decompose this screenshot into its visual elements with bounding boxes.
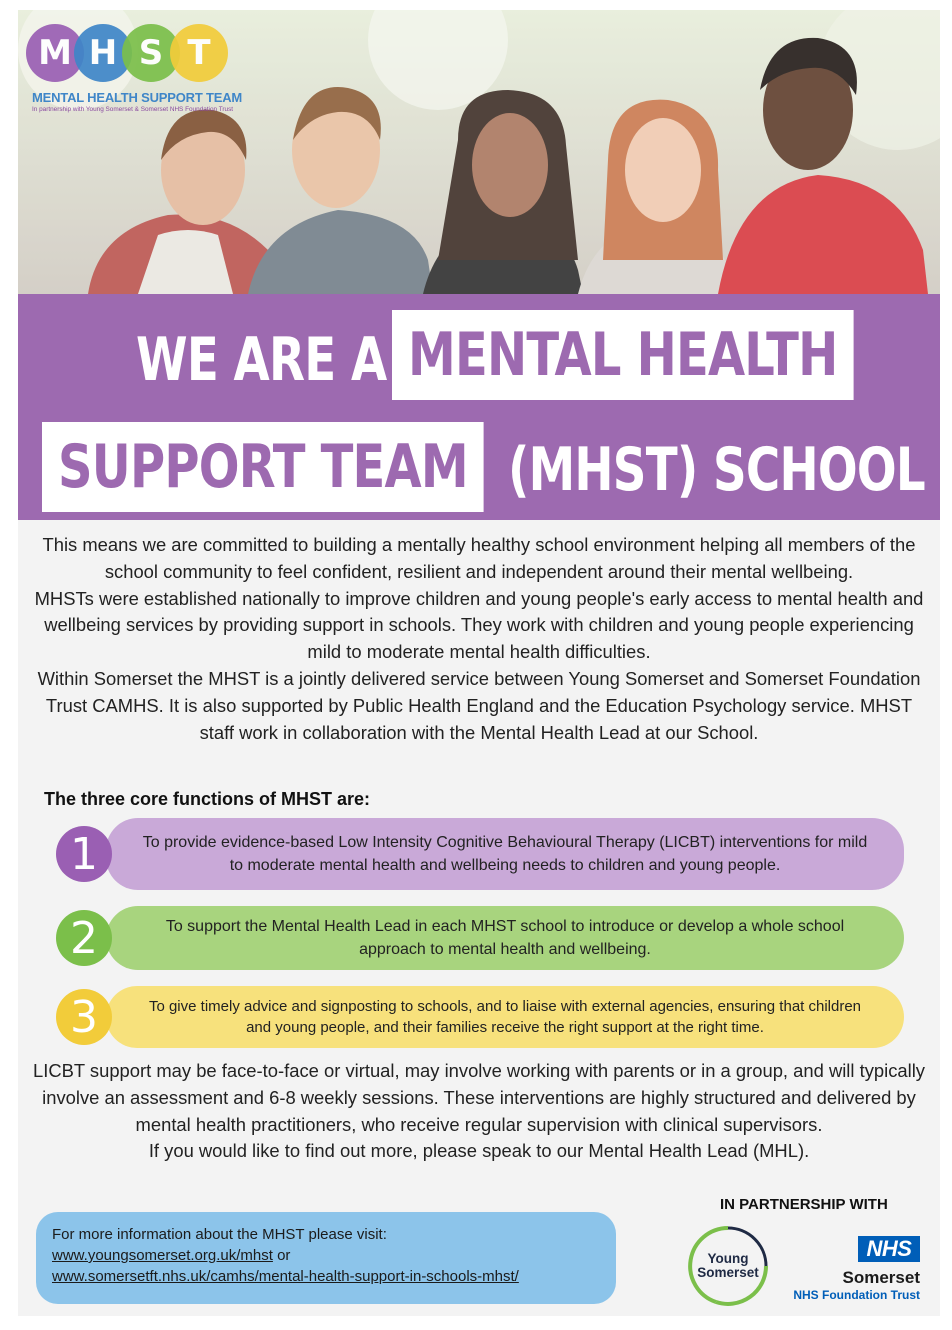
logo-title: MENTAL HEALTH SUPPORT TEAM [32, 90, 243, 105]
young-somerset-wordmark [686, 1252, 770, 1280]
headline-banner [18, 294, 940, 520]
functions-heading: The three core functions of MHST are: [44, 789, 371, 809]
logo-letter-h: H [74, 24, 132, 82]
function-pill-2 [106, 906, 904, 970]
headline-we-are-a: WE ARE A [136, 325, 387, 395]
headline-mental-health: MENTAL HEALTH [392, 310, 853, 400]
young-somerset-line-2: Somerset [697, 1265, 759, 1280]
young-somerset-link[interactable]: www.youngsomerset.org.uk/mhst [52, 1247, 273, 1264]
logo-letter-s: S [122, 24, 180, 82]
logo-letter-m: M [26, 24, 84, 82]
function-number-2: 2 [56, 910, 112, 966]
intro-paragraph-1: This means we are committed to building a mentally healthy school environment helping all members of the school community to feel confident, resilient and independent around their mental wellbeing. [42, 534, 916, 582]
headline-support-team: SUPPORT TEAM [42, 422, 484, 512]
intro-paragraph-2: MHSTs were established nationally to improve children and young people's early access to mental health and wellbeing services by providing support in schools. They work with children and young people experiencing mild to moderate mental health difficulties. [34, 587, 924, 663]
nhs-trust-subtitle: NHS Foundation Trust [793, 1288, 920, 1302]
function-pill-3 [106, 986, 904, 1048]
more-info-link-row-1 [52, 1245, 616, 1266]
logo-circles [26, 24, 236, 84]
young-somerset-line-1: Young [707, 1251, 749, 1266]
function-item-3 [56, 986, 904, 1048]
function-number-3: 3 [56, 989, 112, 1045]
more-info-box [36, 1212, 616, 1304]
more-info-intro: For more information about the MHST please visit: [52, 1226, 387, 1243]
nhs-trust-name: Somerset [842, 1268, 920, 1287]
logo-subtitle: In partnership with Young Somerset & Somerset NHS Foundation Trust [32, 106, 234, 113]
mhst-logo [24, 18, 250, 118]
intro-paragraph-3: Within Somerset the MHST is a jointly delivered service between Young Somerset and Somerset Foundation Trust CAMHS. It is also supported by Public Health England and the Education Psychology service. MHST staff work in collaboration with the Mental Health Lead at our School. [37, 667, 921, 743]
hero-photo [18, 10, 940, 294]
function-text-3: To give timely advice and signposting to schools, and to liaise with external agencies, ensuring that children and young people, and their families receive the right support at the right time. [148, 998, 862, 1036]
outro-paragraph-2: If you would like to find out more, please speak to our Mental Health Lead (MHL). [148, 1140, 810, 1162]
link-separator-or: or [277, 1247, 291, 1264]
poster [18, 10, 940, 1316]
nhs-somerset-logo [782, 1232, 926, 1308]
outro-text [32, 1058, 926, 1165]
logo-letter-t: T [170, 24, 228, 82]
function-item-2 [56, 906, 904, 970]
young-somerset-logo [686, 1224, 770, 1308]
function-item-1 [56, 818, 904, 890]
function-number-1: 1 [56, 826, 112, 882]
function-pill-1 [106, 818, 904, 890]
function-text-2: To support the Mental Health Lead in each MHST school to introduce or develop a whole school approach to mental health and wellbeing. [165, 918, 845, 958]
somerset-ft-link[interactable]: www.somersetft.nhs.uk/camhs/mental-health-support-in-schools-mhst/ [52, 1268, 519, 1285]
outro-paragraph-1: LICBT support may be face-to-face or virtual, may involve working with parents or in a group, and will typically involve an assessment and 6-8 weekly sessions. These interventions are highly structured and delivered by mental health practitioners, who receive regular supervision with clinical supervisors. [33, 1060, 925, 1135]
function-text-1: To provide evidence-based Low Intensity Cognitive Behavioural Therapy (LICBT) interventions for mild to moderate mental health and wellbeing needs to children and young people. [142, 834, 868, 874]
partnership-label: IN PARTNERSHIP WITH [720, 1196, 888, 1213]
intro-text [32, 532, 926, 746]
headline-mhst-school: (MHST) SCHOOL [508, 435, 925, 505]
nhs-badge: NHS [858, 1236, 920, 1262]
